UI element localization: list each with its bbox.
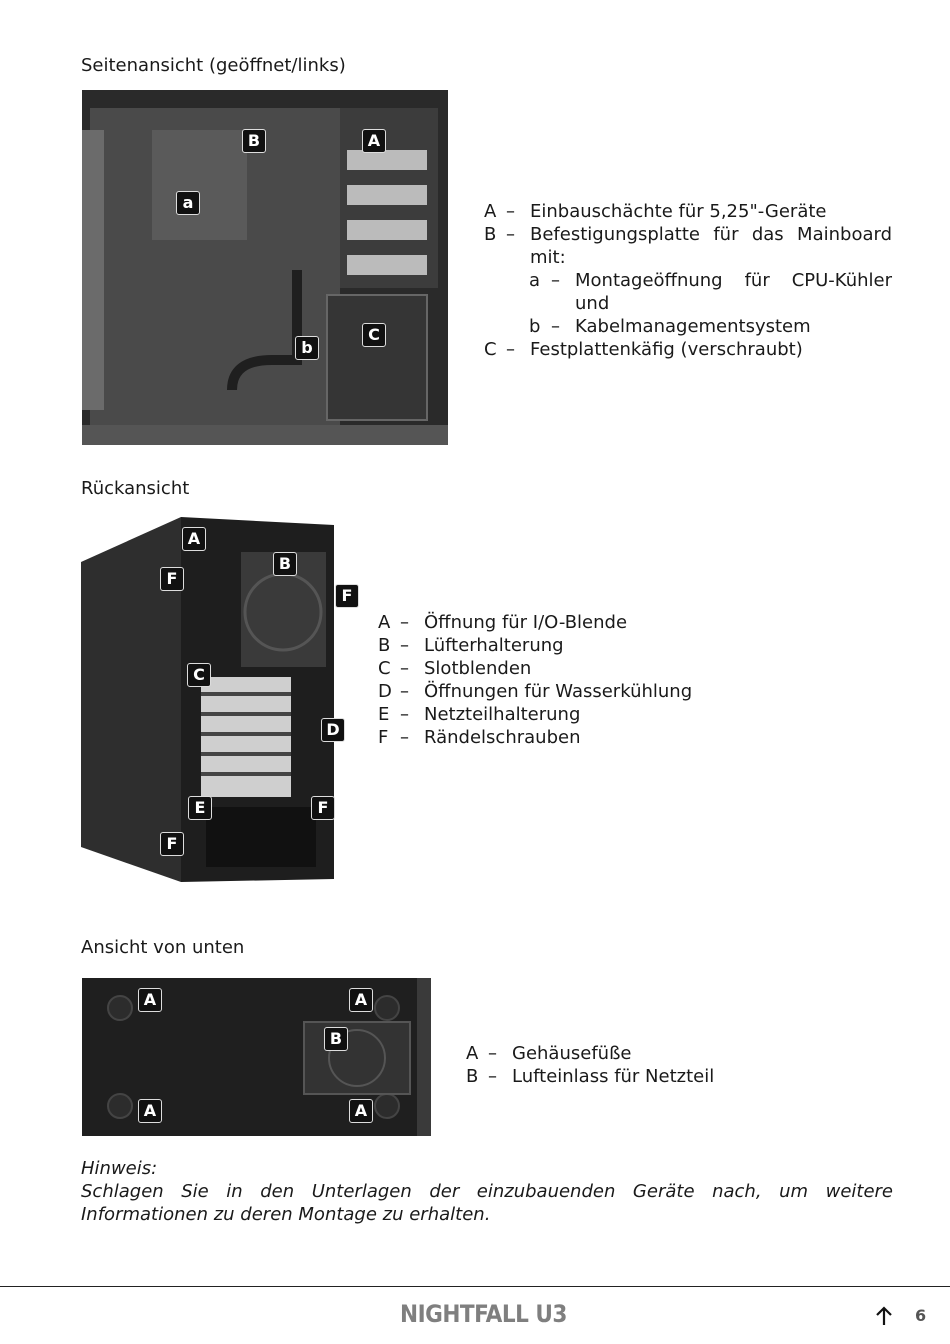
legend-dash: – bbox=[400, 681, 409, 702]
legend-item bbox=[484, 200, 892, 223]
back-legend bbox=[378, 611, 718, 749]
legend-dash: – bbox=[506, 339, 515, 360]
legend-text: Lüfterhalterung bbox=[424, 635, 564, 656]
side-marker-C: C bbox=[362, 323, 386, 347]
legend-text: Einbauschächte für 5,25"-Geräte bbox=[530, 201, 827, 222]
legend-text: Festplattenkäfig (verschraubt) bbox=[530, 339, 803, 360]
legend-key: C bbox=[378, 658, 391, 679]
arrow-up-icon[interactable] bbox=[874, 1305, 894, 1327]
legend-text: Gehäusefüße bbox=[512, 1043, 632, 1064]
legend-dash: – bbox=[551, 316, 560, 337]
side-marker-b: b bbox=[295, 336, 319, 360]
legend-text: Slotblenden bbox=[424, 658, 532, 679]
legend-dash: – bbox=[488, 1043, 497, 1064]
legend-dash: – bbox=[400, 704, 409, 725]
back-marker-F: F bbox=[335, 584, 359, 608]
footer-divider bbox=[0, 1286, 950, 1287]
legend-key: a bbox=[529, 270, 541, 291]
legend-item bbox=[484, 338, 892, 361]
bottom-marker-B: B bbox=[324, 1027, 348, 1051]
bottom-view-photo bbox=[82, 978, 431, 1136]
legend-key: A bbox=[484, 201, 497, 222]
bottom-marker-A: A bbox=[138, 1099, 162, 1123]
brand-logo: NIGHTFALL U3 bbox=[400, 1300, 567, 1328]
bottom-marker-A: A bbox=[138, 988, 162, 1012]
page-number: 6 bbox=[915, 1306, 927, 1325]
side-legend bbox=[484, 200, 892, 361]
bottom-view-heading: Ansicht von unten bbox=[81, 937, 245, 958]
back-marker-F: F bbox=[160, 567, 184, 591]
legend-key: E bbox=[378, 704, 390, 725]
legend-item bbox=[378, 611, 718, 634]
legend-item bbox=[466, 1042, 766, 1065]
legend-subitem bbox=[484, 315, 892, 338]
legend-dash: – bbox=[400, 727, 409, 748]
back-view-illustration bbox=[81, 517, 361, 882]
back-marker-B: B bbox=[273, 552, 297, 576]
legend-item bbox=[378, 703, 718, 726]
legend-text: Netzteilhalterung bbox=[424, 704, 581, 725]
back-marker-F: F bbox=[160, 832, 184, 856]
back-view-photo bbox=[81, 517, 361, 882]
legend-item bbox=[378, 726, 718, 749]
bottom-legend bbox=[466, 1042, 766, 1088]
legend-text: Öffnungen für Wasserkühlung bbox=[424, 681, 693, 702]
bottom-view-illustration bbox=[82, 978, 431, 1136]
back-marker-E: E bbox=[188, 796, 212, 820]
legend-text: Öffnung für I/O-Blende bbox=[424, 612, 628, 633]
bottom-marker-A: A bbox=[349, 988, 373, 1012]
legend-text: Befestigungsplatte für das Mainboard mit: bbox=[530, 224, 892, 268]
legend-item bbox=[378, 634, 718, 657]
note-text: Schlagen Sie in den Unterlagen der einzubauenden Geräte nach, um weitere Informationen zu deren Montage zu erhalten. bbox=[81, 1181, 893, 1225]
back-marker-D: D bbox=[321, 718, 345, 742]
side-view-photo bbox=[82, 90, 448, 445]
legend-key: B bbox=[466, 1066, 479, 1087]
legend-key: B bbox=[484, 224, 497, 245]
legend-item bbox=[466, 1065, 766, 1088]
side-marker-a: a bbox=[176, 191, 200, 215]
legend-dash: – bbox=[400, 635, 409, 656]
legend-dash: – bbox=[400, 658, 409, 679]
legend-item bbox=[484, 223, 892, 269]
back-view-heading: Rückansicht bbox=[81, 478, 190, 499]
legend-dash: – bbox=[488, 1066, 497, 1087]
legend-dash: – bbox=[506, 201, 515, 222]
back-marker-A: A bbox=[182, 527, 206, 551]
legend-dash: – bbox=[400, 612, 409, 633]
legend-item bbox=[378, 680, 718, 703]
legend-item bbox=[378, 657, 718, 680]
legend-key: A bbox=[466, 1043, 479, 1064]
legend-key: A bbox=[378, 612, 391, 633]
legend-key: b bbox=[529, 316, 541, 337]
legend-text: Rändelschrauben bbox=[424, 727, 581, 748]
side-marker-A: A bbox=[362, 129, 386, 153]
legend-dash: – bbox=[551, 270, 560, 291]
legend-key: F bbox=[378, 727, 389, 748]
legend-key: D bbox=[378, 681, 392, 702]
legend-key: C bbox=[484, 339, 497, 360]
legend-text: Montageöffnung für CPU-Kühler und bbox=[575, 270, 892, 314]
legend-key: B bbox=[378, 635, 391, 656]
legend-text: Lufteinlass für Netzteil bbox=[512, 1066, 715, 1087]
side-marker-B: B bbox=[242, 129, 266, 153]
back-marker-F: F bbox=[311, 796, 335, 820]
legend-text: Kabelmanagementsystem bbox=[575, 316, 811, 337]
back-marker-C: C bbox=[187, 663, 211, 687]
legend-subitem bbox=[484, 269, 892, 315]
note-title: Hinweis: bbox=[81, 1158, 158, 1179]
bottom-marker-A: A bbox=[349, 1099, 373, 1123]
side-view-heading: Seitenansicht (geöffnet/links) bbox=[81, 55, 346, 76]
legend-dash: – bbox=[506, 224, 515, 245]
